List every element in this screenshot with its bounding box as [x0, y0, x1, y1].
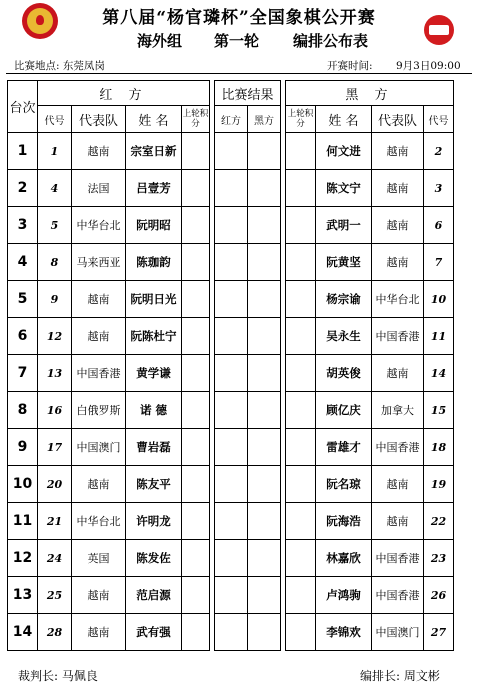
red-prev-score [182, 577, 210, 614]
result-red-cell [215, 133, 248, 170]
black-team: 越南 [372, 133, 424, 170]
red-team: 越南 [72, 133, 126, 170]
header-result-red: 红方 [215, 106, 248, 133]
black-team: 中国香港 [372, 540, 424, 577]
table-number: 5 [8, 281, 38, 318]
black-code: 18 [424, 429, 454, 466]
red-team: 越南 [72, 577, 126, 614]
table-number: 2 [8, 170, 38, 207]
red-team: 马来西亚 [72, 244, 126, 281]
black-code: 2 [424, 133, 454, 170]
header-red-side: 红 方 [38, 81, 210, 106]
black-team: 越南 [372, 170, 424, 207]
black-name: 杨宗谕 [316, 281, 372, 318]
result-red-cell [215, 318, 248, 355]
group-label: 海外组 [137, 32, 183, 50]
red-team: 中华台北 [72, 207, 126, 244]
header-red-code: 代号 [38, 106, 72, 133]
result-red-cell [215, 466, 248, 503]
black-prev-score [286, 577, 316, 614]
black-code: 10 [424, 281, 454, 318]
black-team: 越南 [372, 503, 424, 540]
black-name: 阮海浩 [316, 503, 372, 540]
black-team: 加拿大 [372, 392, 424, 429]
result-red-cell [215, 614, 248, 651]
chief-scheduler: 编排长: 周文彬 [360, 669, 440, 683]
black-name: 顾亿庆 [316, 392, 372, 429]
result-black-cell [248, 503, 281, 540]
red-name: 阮明昭 [126, 207, 182, 244]
black-name: 胡英俊 [316, 355, 372, 392]
red-prev-score [182, 466, 210, 503]
red-code: 13 [38, 355, 72, 392]
black-prev-score [286, 133, 316, 170]
black-team: 中国香港 [372, 318, 424, 355]
table-row [8, 540, 454, 577]
page-title: 第八届“杨官璘杯”全国象棋公开赛 [102, 8, 376, 28]
black-code: 6 [424, 207, 454, 244]
header-divider [6, 73, 472, 74]
chief-referee: 裁判长: 马佩良 [18, 669, 98, 683]
table-number: 9 [8, 429, 38, 466]
black-team: 中华台北 [372, 281, 424, 318]
black-code: 7 [424, 244, 454, 281]
black-name: 武明一 [316, 207, 372, 244]
table-number: 13 [8, 577, 38, 614]
table-row [8, 355, 454, 392]
black-prev-score [286, 466, 316, 503]
red-name: 诺 德 [126, 392, 182, 429]
red-prev-score [182, 133, 210, 170]
red-team: 法国 [72, 170, 126, 207]
start-time-label: 开赛时间: [327, 60, 373, 72]
black-name: 何文进 [316, 133, 372, 170]
table-number: 4 [8, 244, 38, 281]
header-black-team: 代表队 [372, 106, 424, 133]
result-red-cell [215, 170, 248, 207]
black-name: 吴永生 [316, 318, 372, 355]
result-black-cell [248, 429, 281, 466]
black-prev-score [286, 170, 316, 207]
red-code: 12 [38, 318, 72, 355]
table-number: 14 [8, 614, 38, 651]
red-code: 4 [38, 170, 72, 207]
header-table-no: 台次 [8, 81, 38, 133]
red-prev-score [182, 429, 210, 466]
result-red-cell [215, 540, 248, 577]
result-black-cell [248, 466, 281, 503]
result-red-cell [215, 429, 248, 466]
header-red-prev-score: 上轮积分 [182, 106, 210, 133]
black-name: 陈文宁 [316, 170, 372, 207]
result-black-cell [248, 355, 281, 392]
notice-label: 编排公布表 [293, 32, 369, 50]
red-prev-score [182, 392, 210, 429]
black-name: 阮名琼 [316, 466, 372, 503]
header-red-team: 代表队 [72, 106, 126, 133]
header-black-side: 黑 方 [286, 81, 454, 106]
table-row [8, 170, 454, 207]
red-name: 黄学谦 [126, 355, 182, 392]
table-row [8, 318, 454, 355]
result-red-cell [215, 244, 248, 281]
table-number: 6 [8, 318, 38, 355]
red-code: 20 [38, 466, 72, 503]
black-code: 3 [424, 170, 454, 207]
result-black-cell [248, 170, 281, 207]
result-black-cell [248, 540, 281, 577]
table-number: 8 [8, 392, 38, 429]
result-red-cell [215, 503, 248, 540]
red-team: 越南 [72, 281, 126, 318]
header-result: 比赛结果 [215, 81, 281, 106]
red-name: 武有强 [126, 614, 182, 651]
black-prev-score [286, 207, 316, 244]
red-prev-score [182, 503, 210, 540]
table-row [8, 207, 454, 244]
black-team: 越南 [372, 207, 424, 244]
black-code: 27 [424, 614, 454, 651]
black-prev-score [286, 244, 316, 281]
black-name: 阮黄坚 [316, 244, 372, 281]
red-prev-score [182, 281, 210, 318]
red-name: 陈珈韵 [126, 244, 182, 281]
red-name: 宗室日新 [126, 133, 182, 170]
red-prev-score [182, 207, 210, 244]
black-name: 林嘉欣 [316, 540, 372, 577]
black-team: 中国香港 [372, 577, 424, 614]
result-red-cell [215, 392, 248, 429]
result-black-cell [248, 133, 281, 170]
black-team: 越南 [372, 466, 424, 503]
black-code: 14 [424, 355, 454, 392]
red-code: 28 [38, 614, 72, 651]
black-team: 越南 [372, 355, 424, 392]
red-code: 9 [38, 281, 72, 318]
header-red-name: 姓 名 [126, 106, 182, 133]
table-row [8, 577, 454, 614]
header-black-code: 代号 [424, 106, 454, 133]
red-team: 白俄罗斯 [72, 392, 126, 429]
black-name: 卢鸿驹 [316, 577, 372, 614]
red-prev-score [182, 170, 210, 207]
red-prev-score [182, 244, 210, 281]
table-number: 12 [8, 540, 38, 577]
red-name: 许明龙 [126, 503, 182, 540]
red-team: 英国 [72, 540, 126, 577]
table-row [8, 133, 454, 170]
result-red-cell [215, 207, 248, 244]
red-team: 中国澳门 [72, 429, 126, 466]
black-team: 中国香港 [372, 429, 424, 466]
table-number: 10 [8, 466, 38, 503]
red-name: 曹岩磊 [126, 429, 182, 466]
black-code: 22 [424, 503, 454, 540]
black-code: 15 [424, 392, 454, 429]
black-code: 19 [424, 466, 454, 503]
red-team: 越南 [72, 466, 126, 503]
black-prev-score [286, 540, 316, 577]
result-black-cell [248, 577, 281, 614]
black-prev-score [286, 503, 316, 540]
table-number: 7 [8, 355, 38, 392]
red-prev-score [182, 355, 210, 392]
black-code: 11 [424, 318, 454, 355]
table-row [8, 466, 454, 503]
result-black-cell [248, 392, 281, 429]
black-prev-score [286, 281, 316, 318]
red-name: 吕壹芳 [126, 170, 182, 207]
result-black-cell [248, 207, 281, 244]
red-name: 阮陈杜宁 [126, 318, 182, 355]
header-result-black: 黑方 [248, 106, 281, 133]
black-team: 越南 [372, 244, 424, 281]
red-code: 8 [38, 244, 72, 281]
red-code: 25 [38, 577, 72, 614]
black-prev-score [286, 392, 316, 429]
red-team: 越南 [72, 318, 126, 355]
black-prev-score [286, 318, 316, 355]
red-name: 范启源 [126, 577, 182, 614]
red-name: 陈发佐 [126, 540, 182, 577]
red-prev-score [182, 614, 210, 651]
black-name: 李锦欢 [316, 614, 372, 651]
result-black-cell [248, 614, 281, 651]
red-prev-score [182, 540, 210, 577]
table-row [8, 244, 454, 281]
result-black-cell [248, 318, 281, 355]
table-row [8, 429, 454, 466]
red-code: 21 [38, 503, 72, 540]
red-team: 中国香港 [72, 355, 126, 392]
header-black-prev-score: 上轮积分 [286, 106, 316, 133]
black-name: 雷雄才 [316, 429, 372, 466]
round-label: 第一轮 [214, 32, 260, 50]
red-code: 17 [38, 429, 72, 466]
black-prev-score [286, 355, 316, 392]
header-black-name: 姓 名 [316, 106, 372, 133]
venue-text: 比赛地点: 东莞凤岗 [14, 60, 105, 72]
table-number: 1 [8, 133, 38, 170]
black-team: 中国澳门 [372, 614, 424, 651]
red-code: 16 [38, 392, 72, 429]
black-code: 23 [424, 540, 454, 577]
pairing-table [7, 80, 454, 651]
table-number: 3 [8, 207, 38, 244]
table-row [8, 503, 454, 540]
red-team: 中华台北 [72, 503, 126, 540]
black-prev-score [286, 614, 316, 651]
table-row [8, 281, 454, 318]
red-code: 1 [38, 133, 72, 170]
red-name: 阮明日光 [126, 281, 182, 318]
red-name: 陈友平 [126, 466, 182, 503]
black-prev-score [286, 429, 316, 466]
red-prev-score [182, 318, 210, 355]
red-code: 24 [38, 540, 72, 577]
table-row [8, 614, 454, 651]
result-black-cell [248, 281, 281, 318]
result-black-cell [248, 244, 281, 281]
table-number: 11 [8, 503, 38, 540]
black-code: 26 [424, 577, 454, 614]
result-red-cell [215, 577, 248, 614]
result-red-cell [215, 281, 248, 318]
start-time-value: 9月3日09:00 [396, 60, 461, 72]
result-red-cell [215, 355, 248, 392]
red-team: 越南 [72, 614, 126, 651]
table-row [8, 392, 454, 429]
red-code: 5 [38, 207, 72, 244]
